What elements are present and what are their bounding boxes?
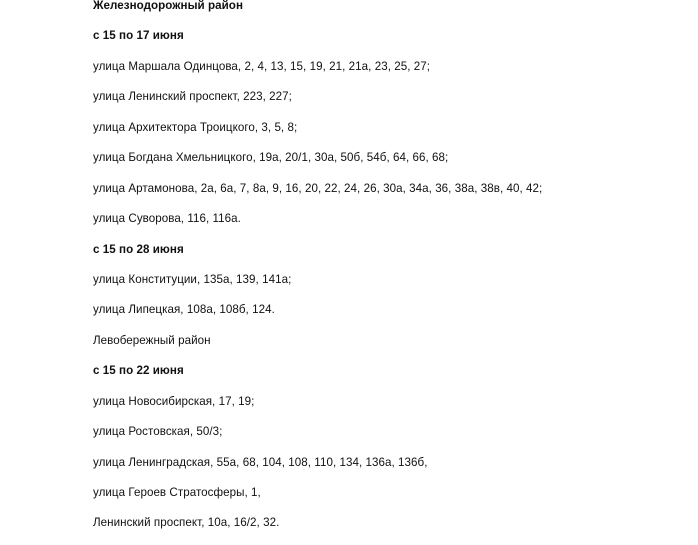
street-line: улица Артамонова, 2а, 6а, 7, 8а, 9, 16, 20, 22, 24, 26, 30а, 34а, 36, 38а, 38в, 40, 42; xyxy=(93,181,543,195)
street-line: улица Липецкая, 108а, 108б, 124. xyxy=(93,303,275,317)
date-range-heading: с 15 по 22 июня xyxy=(93,364,184,378)
document-body xyxy=(93,0,693,545)
date-range-heading: с 15 по 28 июня xyxy=(93,242,184,256)
date-range-heading: с 15 по 17 июня xyxy=(93,29,184,43)
street-line: улица Героев Стратосферы, 1, xyxy=(93,486,261,499)
district-heading: Железнодорожный район xyxy=(93,0,243,12)
street-line: улица Богдана Хмельницкого, 19а, 20/1, 30а, 50б, 54б, 64, 66, 68; xyxy=(93,151,449,165)
street-line: Ленинский проспект, 10а, 16/2, 32. xyxy=(93,516,280,530)
street-line: улица Маршала Одинцова, 2, 4, 13, 15, 19, 21, 21а, 23, 25, 27; xyxy=(93,59,431,73)
street-line: улица Суворова, 116, 116а. xyxy=(93,212,241,226)
street-line: улица Ленинградская, 55а, 68, 104, 108, 110, 134, 136а, 136б, xyxy=(93,455,428,469)
street-line: улица Ленинский проспект, 223, 227; xyxy=(93,90,292,104)
district-heading: Левобережный район xyxy=(93,333,211,347)
street-line: улица Конституции, 135а, 139, 141а; xyxy=(93,272,292,286)
street-line: улица Архитектора Троицкого, 3, 5, 8; xyxy=(93,120,298,134)
street-line: улица Ростовская, 50/3; xyxy=(93,425,223,439)
street-line: улица Новосибирская, 17, 19; xyxy=(93,394,255,408)
